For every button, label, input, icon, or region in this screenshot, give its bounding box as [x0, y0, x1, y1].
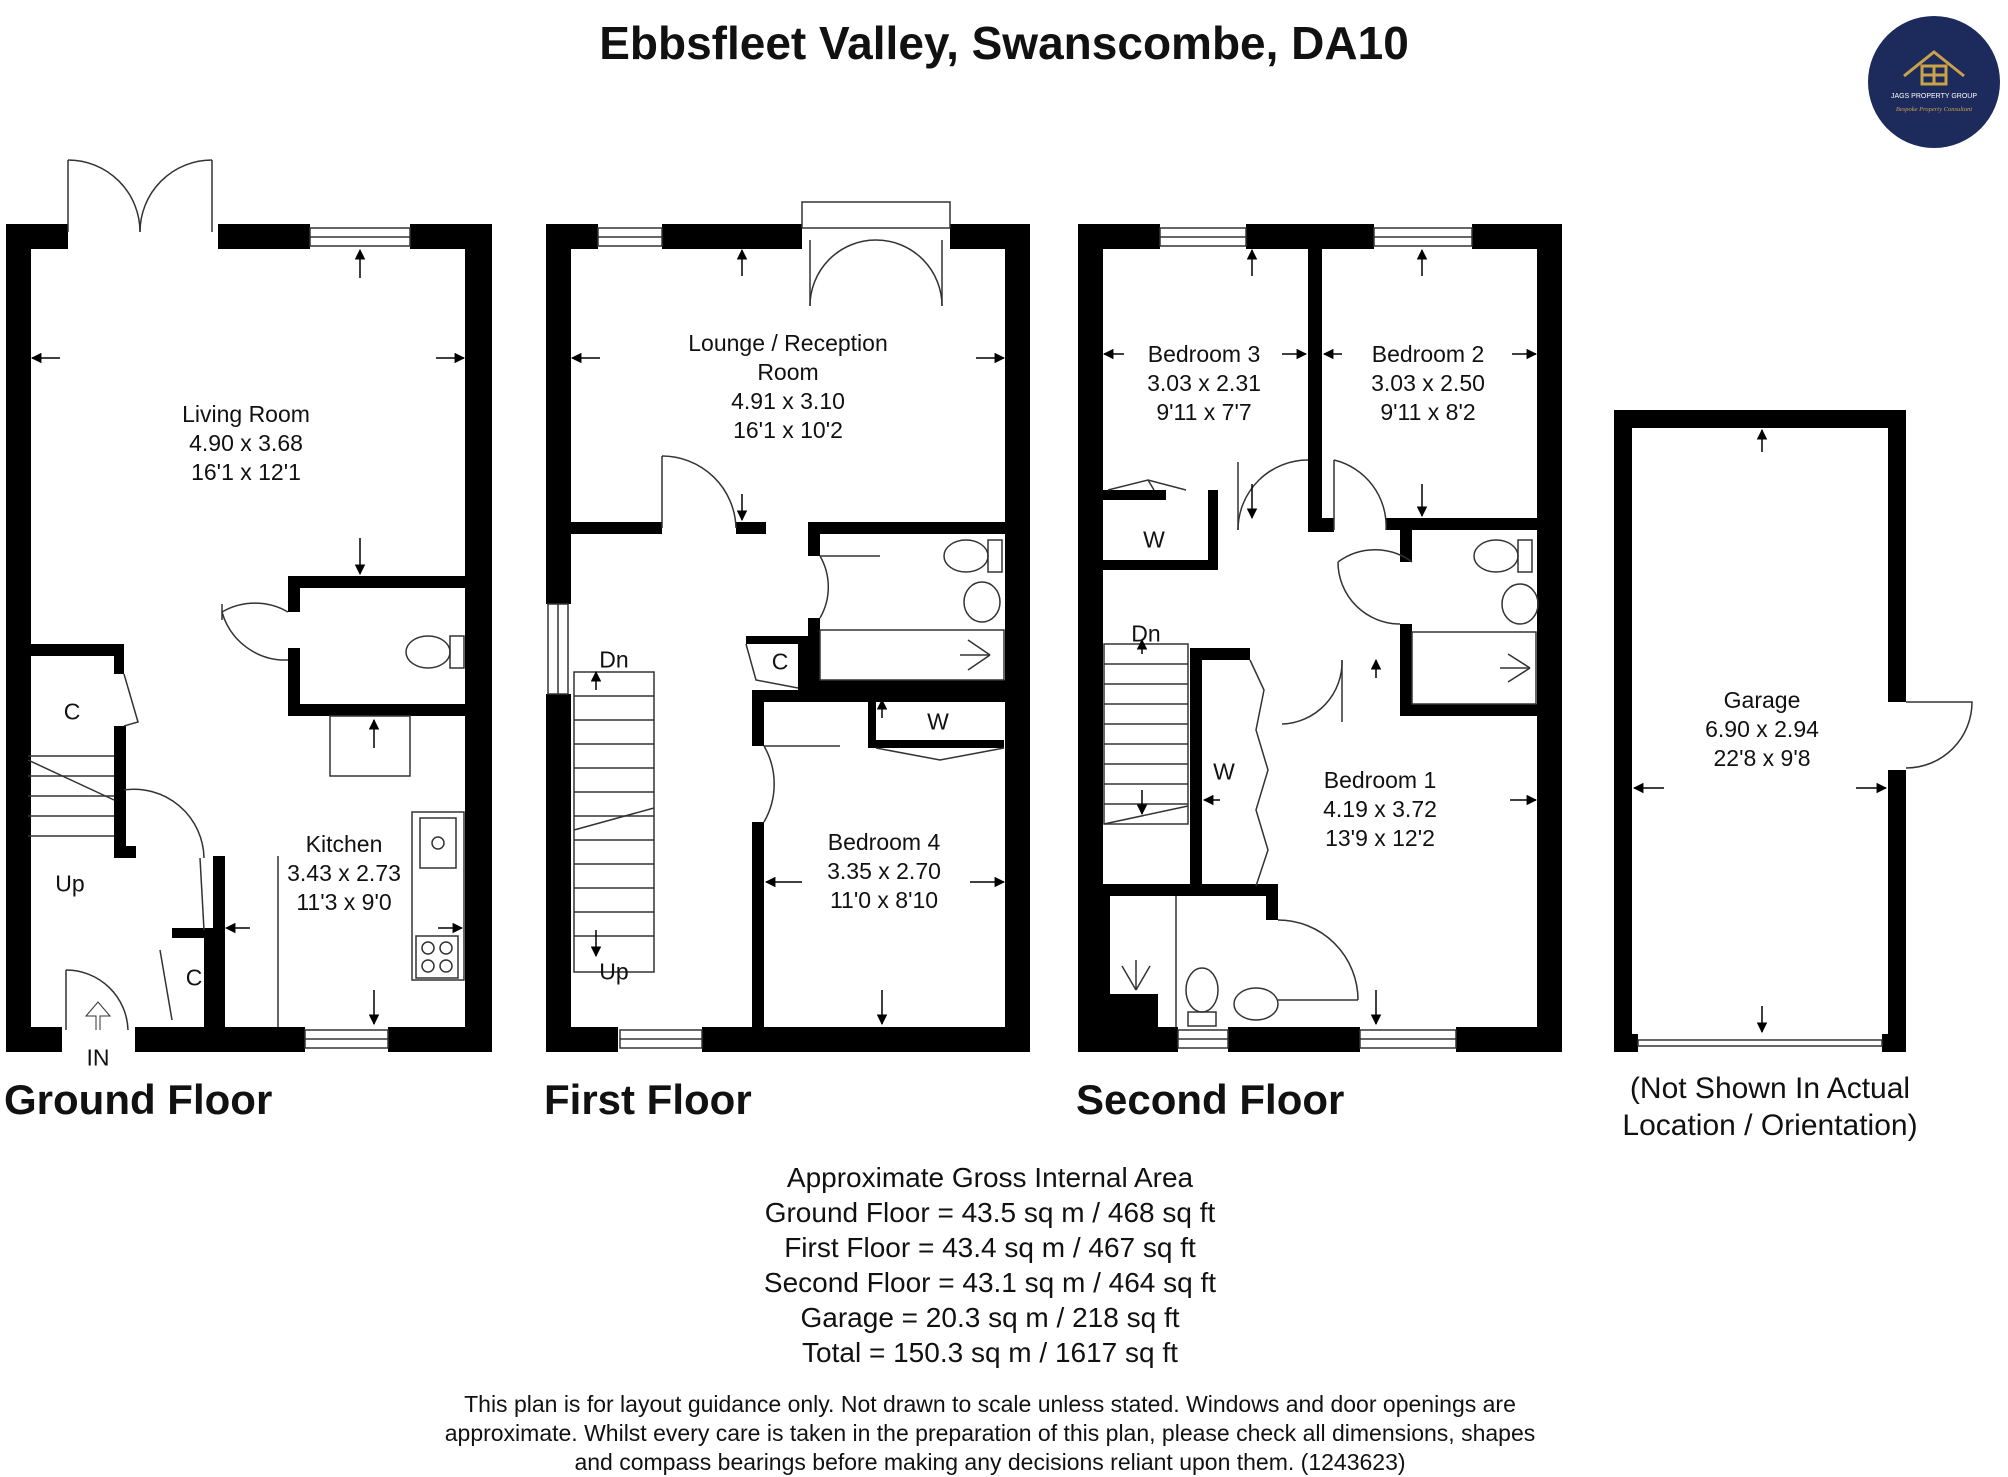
- area-line: Garage = 20.3 sq m / 218 sq ft: [800, 1302, 1180, 1333]
- cupboard-mark: C: [771, 648, 789, 675]
- logo-tagline: Bespoke Property Consultant: [1895, 106, 1973, 113]
- room-name: Bedroom 2: [1371, 341, 1485, 367]
- stairs-down-mark: Dn: [1131, 620, 1161, 647]
- room-name: Bedroom 1: [1323, 767, 1437, 793]
- room-name: Bedroom 3: [1147, 341, 1261, 367]
- floor-label-first: First Floor: [544, 1076, 752, 1123]
- room-name: Kitchen: [305, 831, 383, 857]
- room-metric: 3.03 x 2.31: [1147, 370, 1261, 396]
- room-label-bedroom-3: [1147, 340, 1261, 427]
- area-summary: [0, 1160, 1980, 1370]
- area-line: Total = 150.3 sq m / 1617 sq ft: [802, 1337, 1178, 1368]
- wardrobe-mark: W: [1213, 758, 1235, 785]
- room-metric: 4.90 x 3.68: [189, 430, 303, 456]
- logo-name: JAGS PROPERTY GROUP: [1890, 93, 1978, 100]
- room-label-bedroom-1: [1323, 766, 1437, 853]
- floor-label-second: Second Floor: [1076, 1076, 1345, 1123]
- room-metric: 6.90 x 2.94: [1705, 716, 1819, 742]
- wardrobe-mark: W: [1143, 526, 1165, 553]
- room-name: Bedroom 4: [827, 829, 941, 855]
- disclaimer-text: This plan is for layout guidance only. Not drawn to scale unless stated. Windows and door openings are approximate. Whilst every care is taken in the preparation of this plan, please check all dimensions, shapes and compass bearings before making any decisions reliant upon them. (1243623): [444, 1391, 1536, 1475]
- room-name: Garage: [1723, 687, 1801, 713]
- area-line: Ground Floor = 43.5 sq m / 468 sq ft: [764, 1197, 1216, 1228]
- room-imperial: 11'3 x 9'0: [296, 889, 392, 915]
- area-heading: Approximate Gross Internal Area: [786, 1162, 1194, 1193]
- room-label-kitchen: [287, 830, 401, 917]
- stairs-up-mark: Up: [599, 958, 629, 985]
- floor-label-ground: Ground Floor: [4, 1076, 273, 1123]
- stairs-up-mark: Up: [55, 870, 85, 897]
- room-metric: 3.35 x 2.70: [827, 858, 941, 884]
- room-metric: 3.43 x 2.73: [287, 860, 401, 886]
- entrance-mark: IN: [86, 1044, 110, 1071]
- room-imperial: 16'1 x 10'2: [733, 417, 843, 443]
- room-imperial: 9'11 x 8'2: [1380, 399, 1476, 425]
- cupboard-mark: C: [185, 964, 203, 991]
- garage-note: (Not Shown In Actual Location / Orientation): [1622, 1072, 1918, 1142]
- room-metric: 4.91 x 3.10: [731, 388, 845, 414]
- room-label-lounge: [688, 329, 888, 445]
- room-label-bedroom-2: [1371, 340, 1485, 427]
- room-imperial: 11'0 x 8'10: [829, 887, 939, 913]
- room-imperial: 22'8 x 9'8: [1713, 745, 1811, 771]
- area-line: Second Floor = 43.1 sq m / 464 sq ft: [763, 1267, 1217, 1298]
- stairs-down-mark: Dn: [599, 646, 629, 673]
- room-name: Living Room: [182, 401, 310, 427]
- page-title: Ebbsfleet Valley, Swanscombe, DA10: [599, 17, 1409, 69]
- room-label-garage: [1705, 686, 1819, 773]
- area-line: First Floor = 43.4 sq m / 467 sq ft: [784, 1232, 1196, 1263]
- room-name: Lounge / Reception Room: [688, 330, 888, 385]
- wardrobe-mark: W: [927, 708, 949, 735]
- room-label-living-room: [182, 400, 310, 487]
- room-imperial: 13'9 x 12'2: [1325, 825, 1435, 851]
- room-imperial: 16'1 x 12'1: [191, 459, 301, 485]
- room-imperial: 9'11 x 7'7: [1156, 399, 1252, 425]
- room-label-bedroom-4: [827, 828, 941, 915]
- cupboard-mark: C: [63, 698, 81, 725]
- room-metric: 4.19 x 3.72: [1323, 796, 1437, 822]
- room-metric: 3.03 x 2.50: [1371, 370, 1485, 396]
